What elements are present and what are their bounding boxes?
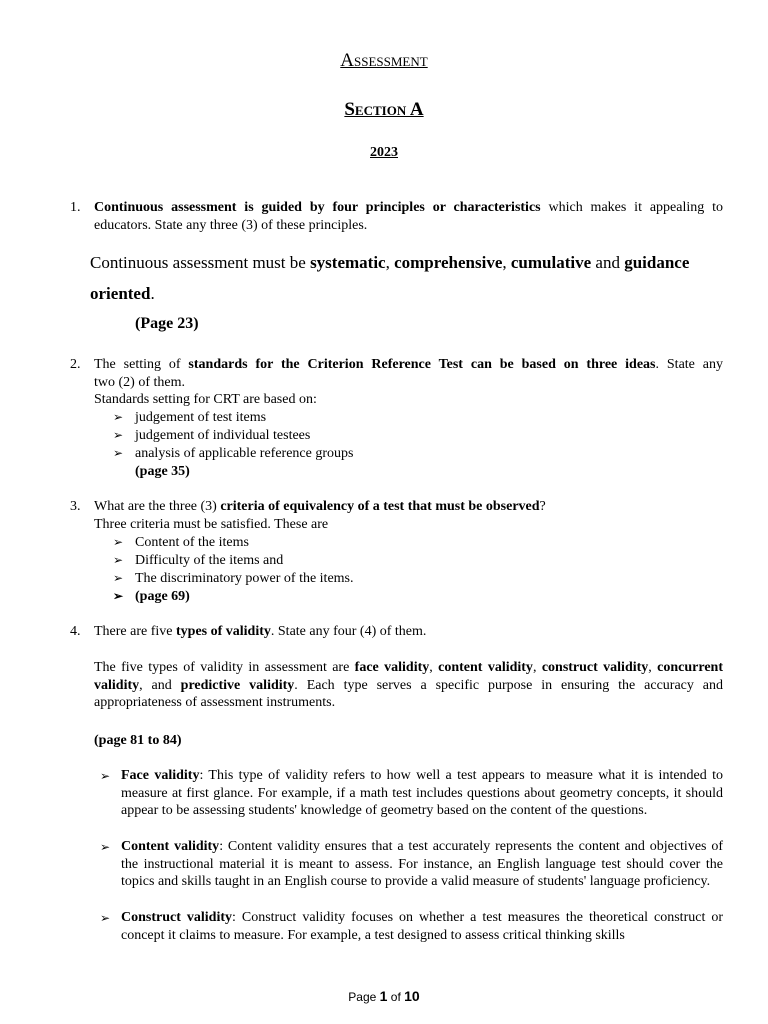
validity-term: concurrent validity — [94, 660, 724, 693]
validity-detail-face — [121, 767, 723, 820]
validity-description: : Construct validity focuses on whether a test measures the theoretical construct or concept it claims to measure. For example, a test designed to assess critical thinking skills — [121, 910, 723, 943]
arrowhead-bullet-icon: ➢ — [113, 553, 124, 567]
principle-systematic: systematic — [310, 253, 386, 272]
validity-term: predictive validity — [180, 677, 295, 693]
page-footer — [0, 988, 768, 1004]
page-reference-4: (page 81 to 84) — [94, 733, 182, 748]
question-1 — [70, 199, 723, 234]
question-text: The setting of — [94, 357, 189, 372]
question-emphasis: Continuous assessment is guided by four principles or characteristics — [94, 200, 541, 215]
principle-oriented: oriented — [90, 284, 151, 303]
paragraph-text: . Each type serves a specific purpose in ensuring the accuracy and appropriateness of assessment instruments. — [94, 677, 724, 711]
arrowhead-bullet-icon: ➢ — [113, 428, 124, 442]
question-number: 4. — [70, 624, 81, 639]
arrowhead-bullet-icon: ➢ — [100, 769, 111, 783]
footer-text: of — [387, 990, 405, 1004]
question-text: What are the three (3) — [94, 499, 221, 514]
validity-description: : Content validity ensures that a test accurately represents the content and objectives of the instructional material it is meant to assess. For instance, an English language test should cover the topics and skills taught in an English course to provide a valid measure of students' language proficiency. — [121, 839, 723, 890]
question-number: 1. — [70, 200, 81, 215]
separator: and — [591, 253, 625, 272]
question-emphasis: criteria of equivalency of a test that must be observed — [220, 499, 540, 514]
list-item: Difficulty of the items and — [135, 553, 284, 568]
separator: , and — [139, 677, 181, 693]
paragraph-text: The five types of validity in assessment are — [94, 660, 355, 675]
validity-term: Construct validity — [121, 910, 232, 925]
question-text: . State any four (4) of them. — [270, 624, 427, 639]
validity-description: : This type of validity refers to how well a test appears to measure what it is intended to measure at first glance. For example, if a math test includes questions about geometry concepts, it should appear to be assessing students' knowledge of geometry based on the content of the questions. — [121, 768, 723, 819]
section-heading: Section A — [344, 99, 424, 120]
document-title: Assessment — [340, 50, 428, 71]
question-emphasis: standards for the Criterion Reference Test can be based on three ideas — [188, 357, 656, 372]
question-text: ? — [539, 499, 546, 514]
separator: , — [532, 660, 537, 675]
validity-term: construct validity — [541, 660, 649, 675]
answer-intro: Standards setting for CRT are based on: — [94, 392, 317, 408]
arrowhead-bullet-icon: ➢ — [100, 840, 111, 854]
arrowhead-bullet-icon: ➢ — [113, 410, 124, 424]
arrowhead-bullet-icon: ➢ — [113, 571, 124, 585]
question-number: 2. — [70, 357, 81, 372]
answer-1 — [90, 247, 723, 309]
separator: , — [429, 660, 433, 675]
period: . — [150, 284, 155, 303]
list-item: Content of the items — [135, 535, 249, 550]
validity-term: face validity — [354, 660, 430, 675]
year-heading: 2023 — [370, 145, 398, 160]
answer-text: Continuous assessment must be — [90, 253, 311, 272]
list-item: judgement of test items — [135, 410, 267, 425]
question-text: . State any — [655, 357, 723, 372]
separator: , — [502, 253, 511, 272]
total-page-count: 10 — [404, 988, 420, 1004]
question-text: which makes it appealing to educators. State any three (3) of these principles. — [94, 200, 723, 233]
list-item: analysis of applicable reference groups — [135, 446, 354, 461]
validity-term: content validity — [438, 660, 533, 675]
validity-detail-construct — [121, 909, 723, 944]
arrowhead-bullet-icon: ➢ — [113, 589, 124, 603]
question-2 — [70, 356, 723, 409]
validity-summary — [94, 659, 723, 712]
validity-detail-content — [121, 838, 723, 891]
principle-cumulative: cumulative — [510, 253, 592, 272]
answer-intro: Three criteria must be satisfied. These are — [94, 516, 329, 532]
question-number: 3. — [70, 499, 81, 514]
separator: , — [385, 253, 395, 272]
validity-term: Content validity — [121, 839, 220, 854]
page-reference-3: (page 69) — [135, 589, 190, 604]
current-page-number: 1 — [379, 988, 388, 1004]
arrowhead-bullet-icon: ➢ — [113, 535, 124, 549]
list-item: The discriminatory power of the items. — [135, 571, 354, 586]
question-4 — [70, 623, 723, 641]
arrowhead-bullet-icon: ➢ — [100, 911, 111, 925]
question-text: There are five — [94, 624, 176, 639]
validity-term: Face validity — [121, 768, 200, 783]
arrowhead-bullet-icon: ➢ — [113, 446, 124, 460]
principle-comprehensive: comprehensive — [394, 253, 503, 272]
separator: , — [648, 660, 652, 675]
footer-text: Page — [348, 990, 380, 1004]
question-text: two (2) of them. — [94, 374, 185, 390]
question-3 — [70, 498, 723, 533]
page-reference-1: (Page 23) — [135, 315, 199, 332]
page-reference-2: (page 35) — [135, 464, 190, 479]
principle-guidance: guidance — [624, 253, 690, 272]
list-item: judgement of individual testees — [135, 428, 311, 443]
question-emphasis: types of validity — [176, 624, 271, 639]
